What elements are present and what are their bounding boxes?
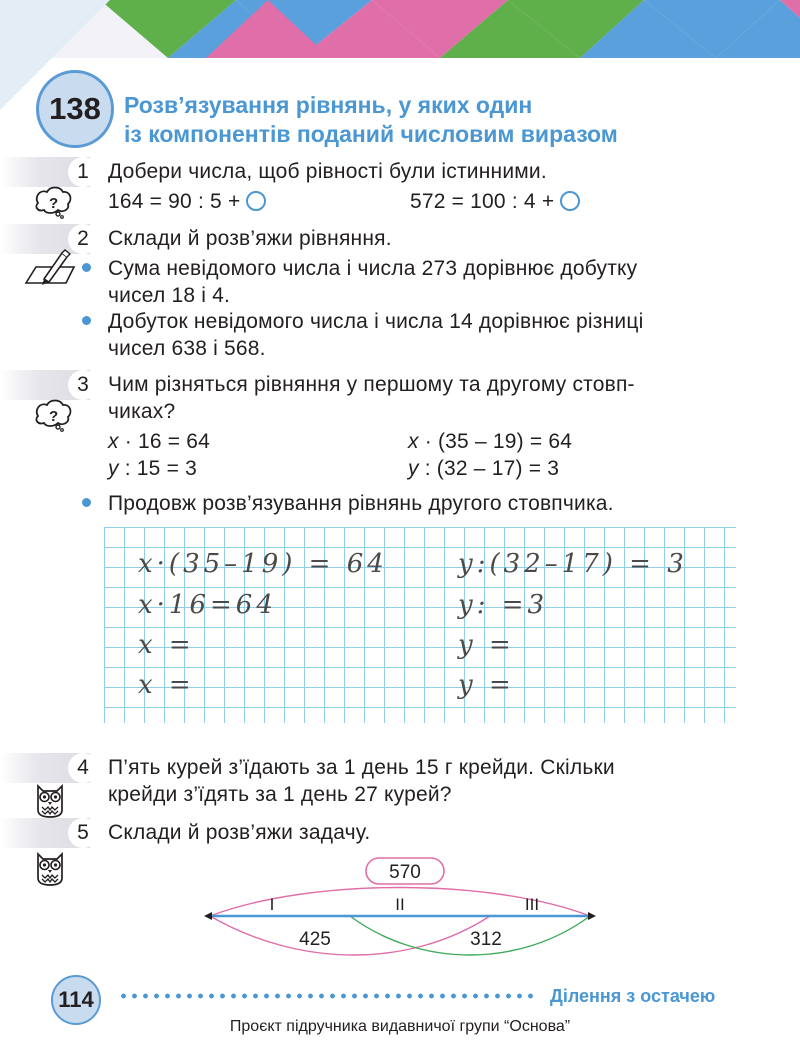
equation-rest: : 15 = 3	[118, 457, 197, 480]
lesson-title-line2: із компонентів поданий числовим виразом	[124, 121, 618, 147]
task-number-5: 5	[68, 818, 98, 848]
variable: y	[108, 457, 119, 480]
sum12-label: 425	[299, 929, 331, 950]
bullet	[82, 316, 91, 325]
sum23-label: 312	[470, 929, 502, 950]
bullet	[82, 498, 91, 507]
variable: y	[408, 457, 419, 480]
lesson-title-line1: Розв’язування рівнянь, у яких один	[124, 92, 533, 118]
task-1-equation-left	[108, 188, 266, 215]
task-4-line2: крейди з’їдять за 1 день 27 курей?	[108, 783, 452, 806]
handwriting-left-2: x·16=64	[138, 590, 277, 620]
task-3-col1-eq1	[108, 428, 210, 455]
handwriting-right-2: y: =3	[458, 590, 549, 620]
task-3-col2-eq2	[408, 455, 559, 482]
task-2-bullet-1-line2: чисел 18 і 4.	[108, 284, 231, 307]
notebook-grid[interactable]	[104, 527, 736, 723]
writing-pencil-icon	[22, 249, 78, 289]
svg-text:?: ?	[49, 408, 59, 425]
task-number-2: 2	[68, 224, 98, 254]
handwriting-left-1: x·(35–19) = 64	[138, 549, 388, 579]
handwriting-right-3: y =	[458, 630, 515, 660]
thinking-question-icon	[32, 398, 74, 432]
task-2-bullet-2-line1: Добуток невідомого числа і числа 14 дорівнює різниці	[108, 310, 644, 333]
task-3-bullet-text: Продовж розв’язування рівнянь другого стовпчика.	[108, 492, 614, 515]
variable: x	[408, 430, 419, 453]
total-label: 570	[389, 862, 421, 883]
answer-circle[interactable]	[246, 191, 266, 211]
bullet	[82, 263, 91, 272]
chapter-title: Ділення з остачею	[550, 986, 716, 1006]
owl-icon	[33, 848, 67, 886]
top-banner	[0, 0, 800, 58]
page-number: 114	[58, 987, 94, 1012]
handwriting-right-1: y:(32–17) = 3	[458, 549, 688, 579]
publisher-note: Проєкт підручника видавничої групи “Основа”	[229, 1018, 571, 1035]
task-3-text-line1: Чим різняться рівняння у першому та другому стовп-	[108, 373, 635, 396]
task-2-bullet-1-line1: Сума невідомого числа і числа 273 дорівнює добутку	[108, 257, 638, 280]
task-number-3: 3	[68, 370, 98, 400]
equation-text: 164 = 90 : 5 +	[108, 190, 247, 213]
task-2-text: Склади й розв’яжи рівняння.	[108, 227, 392, 250]
svg-text:?: ?	[49, 195, 59, 212]
task-5-text: Склади й розв’яжи задачу.	[108, 821, 371, 844]
equation-rest: · (35 – 19) = 64	[418, 430, 573, 453]
thinking-question-icon	[32, 185, 74, 219]
task-1-text: Добери числа, щоб рівності були істинними.	[108, 160, 547, 183]
task-number-4: 4	[68, 753, 98, 783]
dotted-leader	[118, 986, 538, 1006]
equation-rest: · 16 = 64	[118, 430, 211, 453]
task-number-1: 1	[68, 157, 98, 187]
task-4-line1: П’ять курей з’їдають за 1 день 15 г крейди. Скільки	[108, 756, 615, 779]
answer-circle[interactable]	[560, 191, 580, 211]
segment-label-3: III	[524, 895, 540, 914]
task-3-text-line2: чиках?	[108, 400, 176, 423]
segment-label-2: II	[395, 895, 405, 914]
handwriting-right-4: y =	[458, 670, 515, 700]
lesson-number: 138	[49, 91, 101, 126]
variable: x	[108, 430, 119, 453]
equation-text: 572 = 100 : 4 +	[410, 190, 561, 213]
segment-label-1: I	[269, 895, 275, 914]
task-2-bullet-2-line2: чисел 638 і 568.	[108, 337, 266, 360]
owl-icon	[33, 780, 67, 818]
task-3-col1-eq2	[108, 455, 197, 482]
banner-triangles	[0, 0, 800, 58]
arc-sum12	[210, 916, 490, 955]
lesson-number-badge	[36, 70, 114, 148]
equation-rest: : (32 – 17) = 3	[418, 457, 560, 480]
task-1-equation-right	[410, 188, 580, 215]
handwriting-left-3: x =	[138, 630, 195, 660]
handwriting-left-4: x =	[138, 670, 195, 700]
task-3-col2-eq1	[408, 428, 572, 455]
segment-diagram	[190, 850, 610, 960]
